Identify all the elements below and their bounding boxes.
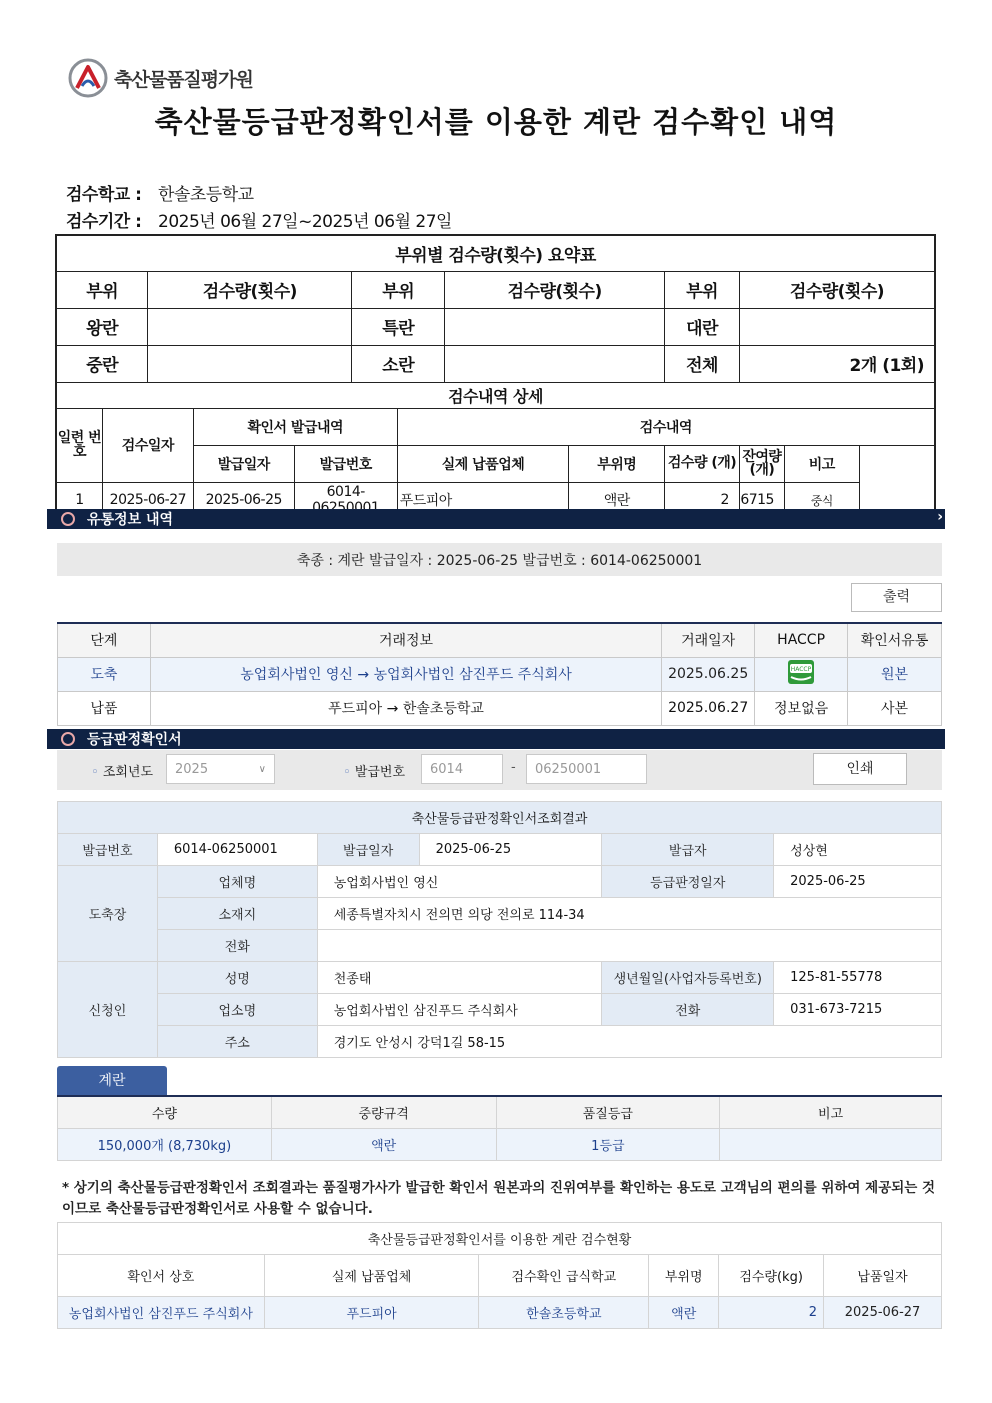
table-row bbox=[58, 1128, 942, 1160]
h-delivery-date: 납품일자 bbox=[824, 1255, 942, 1297]
quality-grade-cell: 1등급 bbox=[496, 1128, 720, 1160]
part-cell: 소란 bbox=[352, 345, 445, 382]
h-issue-group: 확인서 발급내역 bbox=[193, 408, 397, 445]
amount-cell bbox=[148, 345, 352, 382]
disclaimer-note: * 상기의 축산물등급판정확인서 조회결과는 품질평가사가 발급한 확인서 원본과의 진위여부를 확인하는 용도로 고객님의 편의를 위하여 제공되는 것이므로 축산물등급판정확인서로 사용할 수 없습니다. bbox=[62, 1180, 936, 1217]
h-info: 거래정보 bbox=[150, 623, 661, 657]
section-icon bbox=[61, 512, 75, 526]
lookup-print-button[interactable]: 인쇄 bbox=[813, 753, 907, 785]
summary-title: 부위별 검수량(횟수) 요약표 bbox=[56, 235, 935, 271]
h-supplier: 실제 납품업체 bbox=[397, 445, 569, 482]
grade-bar bbox=[47, 729, 945, 749]
trade-date-cell: 2025.06.27 bbox=[662, 691, 755, 725]
birth-v: 125-81-55778 bbox=[774, 962, 942, 994]
h-qty: 검수량 (개) bbox=[665, 445, 740, 482]
h-issue-date: 발급일자 bbox=[193, 445, 294, 482]
org-logo-icon bbox=[68, 58, 108, 98]
note-cell: 중식 bbox=[784, 482, 859, 519]
haccp-cell bbox=[755, 657, 848, 691]
h-note: 비고 bbox=[784, 445, 859, 482]
part-cell: 액란 bbox=[649, 1297, 719, 1329]
issue-no-label: 발급번호 bbox=[354, 765, 406, 780]
org-name: 축산물품질평가원 bbox=[114, 68, 253, 91]
company-v: 농업회사법인 영신 bbox=[317, 866, 602, 898]
col-amount: 검수량(횟수) bbox=[445, 271, 665, 308]
company-h: 업체명 bbox=[157, 866, 317, 898]
trade-date-cell: 2025.06.25 bbox=[662, 657, 755, 691]
issue-no-cell: 6014- bbox=[294, 482, 397, 519]
distribution-summary: 축종 : 계란 발급일자 : 2025-06-25 발급번호 : 6014-06250001 bbox=[57, 543, 942, 576]
weight-spec-cell: 액란 bbox=[271, 1128, 496, 1160]
part-cell: 전체 bbox=[665, 345, 740, 382]
issue-date-h: 발급일자 bbox=[317, 834, 419, 866]
org-logo bbox=[68, 58, 253, 98]
haccp-cell: 정보없음 bbox=[755, 691, 848, 725]
grade-date-h: 등급판정일자 bbox=[602, 866, 774, 898]
h-part: 부위명 bbox=[649, 1255, 719, 1297]
h-part: 부위명 bbox=[569, 445, 665, 482]
part-cell: 왕란 bbox=[56, 308, 148, 345]
phone2-h: 전화 bbox=[602, 994, 774, 1026]
h-quantity: 수량 bbox=[58, 1096, 272, 1128]
quantity-cell: 150,000개 (8,730kg) bbox=[58, 1128, 272, 1160]
issue-no-input-a[interactable]: 6014 bbox=[421, 754, 503, 784]
amount-cell bbox=[148, 308, 352, 345]
issue-no-label-wrap bbox=[343, 761, 405, 780]
amount-cell bbox=[445, 345, 665, 382]
h-haccp: HACCP bbox=[755, 623, 848, 657]
period-value: 2025년 06월 27일~2025년 06월 27일 bbox=[158, 212, 452, 232]
remark-cell bbox=[720, 1128, 942, 1160]
h-qty-kg: 검수량(kg) bbox=[719, 1255, 824, 1297]
table-row bbox=[58, 691, 942, 725]
issue-no-separator: - bbox=[511, 760, 516, 775]
table-row bbox=[58, 1297, 942, 1329]
bullet-icon: ◦ bbox=[343, 765, 351, 780]
stage-cell: 납품 bbox=[58, 691, 151, 725]
part-cell: 액란 bbox=[569, 482, 665, 519]
current-table bbox=[57, 1222, 942, 1329]
h-date: 검수일자 bbox=[102, 408, 193, 482]
location-h: 소재지 bbox=[157, 898, 317, 930]
h-remark: 비고 bbox=[720, 1096, 942, 1128]
amount-cell bbox=[445, 308, 665, 345]
amount-cell bbox=[739, 308, 935, 345]
shop-h: 업소명 bbox=[157, 994, 317, 1026]
part-cell: 중란 bbox=[56, 345, 148, 382]
h-stage: 단계 bbox=[58, 623, 151, 657]
school-row bbox=[66, 180, 254, 205]
result-table bbox=[57, 801, 942, 1058]
qty-kg-cell: 2 bbox=[719, 1297, 824, 1329]
delivery-date-cell: 2025-06-27 bbox=[824, 1297, 942, 1329]
print-button[interactable]: 출력 bbox=[851, 583, 942, 612]
address-v: 경기도 안성시 강덕1길 58-15 bbox=[317, 1026, 941, 1058]
chevron-down-icon: ∨ bbox=[258, 763, 266, 775]
tab-egg[interactable]: 계란 bbox=[57, 1066, 167, 1096]
supplier-cell: 푸드피아 bbox=[264, 1297, 479, 1329]
birth-h: 생년월일(사업자등록번호) bbox=[602, 962, 774, 994]
h-cert-type: 확인서유통 bbox=[848, 623, 942, 657]
h-school: 검수확인 급식학교 bbox=[479, 1255, 649, 1297]
year-value: 2025 bbox=[175, 761, 209, 777]
h-inspect-group: 검수내역 bbox=[397, 408, 935, 445]
h-trade-date: 거래일자 bbox=[662, 623, 755, 657]
year-label-wrap bbox=[91, 761, 153, 780]
h-supplier: 실제 납품업체 bbox=[264, 1255, 479, 1297]
section-icon bbox=[61, 732, 75, 746]
grade-bar-title: 등급판정확인서 bbox=[87, 732, 182, 748]
slaughter-h: 도축장 bbox=[58, 866, 158, 962]
qty-cell: 2 bbox=[665, 482, 740, 519]
part-cell: 대란 bbox=[665, 308, 740, 345]
col-amount: 검수량(횟수) bbox=[148, 271, 352, 308]
remain-cell: 6715 bbox=[739, 482, 784, 519]
cert-type-cell[interactable]: 원본 bbox=[848, 657, 942, 691]
issue-no-input-b[interactable]: 06250001 bbox=[526, 754, 647, 784]
year-label: 조회년도 bbox=[102, 765, 154, 780]
name-v: 천종태 bbox=[317, 962, 602, 994]
info-cell: 푸드피아 → 한솔초등학교 bbox=[150, 691, 661, 725]
location-v: 세종특별자치시 전의면 의당 전의로 114-34 bbox=[317, 898, 941, 930]
cert-company-cell: 농업회사법인 삼진푸드 주식회사 bbox=[58, 1297, 265, 1329]
bullet-icon: ◦ bbox=[91, 765, 99, 780]
school-value: 한솔초등학교 bbox=[158, 185, 254, 205]
h-cert-company: 확인서 상호 bbox=[58, 1255, 265, 1297]
haccp-icon bbox=[787, 659, 815, 685]
h-weight-spec: 중량규격 bbox=[271, 1096, 496, 1128]
col-part: 부위 bbox=[352, 271, 445, 308]
issue-date-v: 2025-06-25 bbox=[419, 834, 602, 866]
name-h: 성명 bbox=[157, 962, 317, 994]
period-label: 검수기간 : bbox=[66, 212, 142, 232]
year-select[interactable] bbox=[166, 754, 275, 784]
issue-no-h: 발급번호 bbox=[58, 834, 158, 866]
period-row bbox=[66, 207, 452, 232]
h-seq: 일련 번호 bbox=[56, 408, 102, 482]
issue-no-v: 6014-06250001 bbox=[157, 834, 317, 866]
col-part: 부위 bbox=[665, 271, 740, 308]
issue-date-cell: 2025-06-25 bbox=[193, 482, 294, 519]
total-amount: 2개 (1회) bbox=[739, 345, 935, 382]
cert-type-cell: 사본 bbox=[848, 691, 942, 725]
col-amount: 검수량(횟수) bbox=[739, 271, 935, 308]
haccp-icon-text: HACCP bbox=[790, 666, 812, 673]
stage-cell: 도축 bbox=[58, 657, 151, 691]
distribution-bar bbox=[47, 509, 945, 529]
phone-v bbox=[317, 930, 941, 962]
h-remain: 잔여량 (개) bbox=[739, 445, 784, 482]
date-cell: 2025-06-27 bbox=[102, 482, 193, 519]
col-part: 부위 bbox=[56, 271, 148, 308]
phone-h: 전화 bbox=[157, 930, 317, 962]
shop-v: 농업회사법인 삼진푸드 주식회사 bbox=[317, 994, 602, 1026]
distribution-table bbox=[57, 622, 942, 726]
info-cell[interactable]: 농업회사법인 영신 → 농업회사법인 삼진푸드 주식회사 bbox=[150, 657, 661, 691]
issuer-v: 성상현 bbox=[774, 834, 942, 866]
summary-table bbox=[55, 234, 936, 520]
applicant-h: 신청인 bbox=[58, 962, 158, 1058]
distribution-bar-title: 유통정보 내역 bbox=[87, 512, 174, 528]
issuer-h: 발급자 bbox=[602, 834, 774, 866]
h-issue-no: 발급번호 bbox=[294, 445, 397, 482]
egg-table bbox=[57, 1095, 942, 1161]
result-title: 축산물등급판정확인서조회결과 bbox=[58, 802, 942, 834]
supplier-cell: 푸드피아 bbox=[397, 482, 569, 519]
summary-row bbox=[56, 308, 935, 345]
summary-row bbox=[56, 345, 935, 382]
current-title: 축산물등급판정확인서를 이용한 계란 검수현황 bbox=[58, 1223, 942, 1255]
detail-title: 검수내역 상세 bbox=[56, 382, 935, 408]
h-quality-grade: 품질등급 bbox=[496, 1096, 720, 1128]
school-cell: 한솔초등학교 bbox=[479, 1297, 649, 1329]
lookup-strip bbox=[57, 750, 942, 790]
page-title: 축산물등급판정확인서를 이용한 계란 검수확인 내역 bbox=[154, 105, 838, 139]
phone2-v: 031-673-7215 bbox=[774, 994, 942, 1026]
address-h: 주소 bbox=[157, 1026, 317, 1058]
school-label: 검수학교 : bbox=[66, 185, 142, 205]
chevron-right-icon[interactable]: › bbox=[937, 509, 943, 525]
table-row bbox=[58, 657, 942, 691]
grade-date-v: 2025-06-25 bbox=[774, 866, 942, 898]
part-cell: 특란 bbox=[352, 308, 445, 345]
seq-cell: 1 bbox=[56, 482, 102, 519]
